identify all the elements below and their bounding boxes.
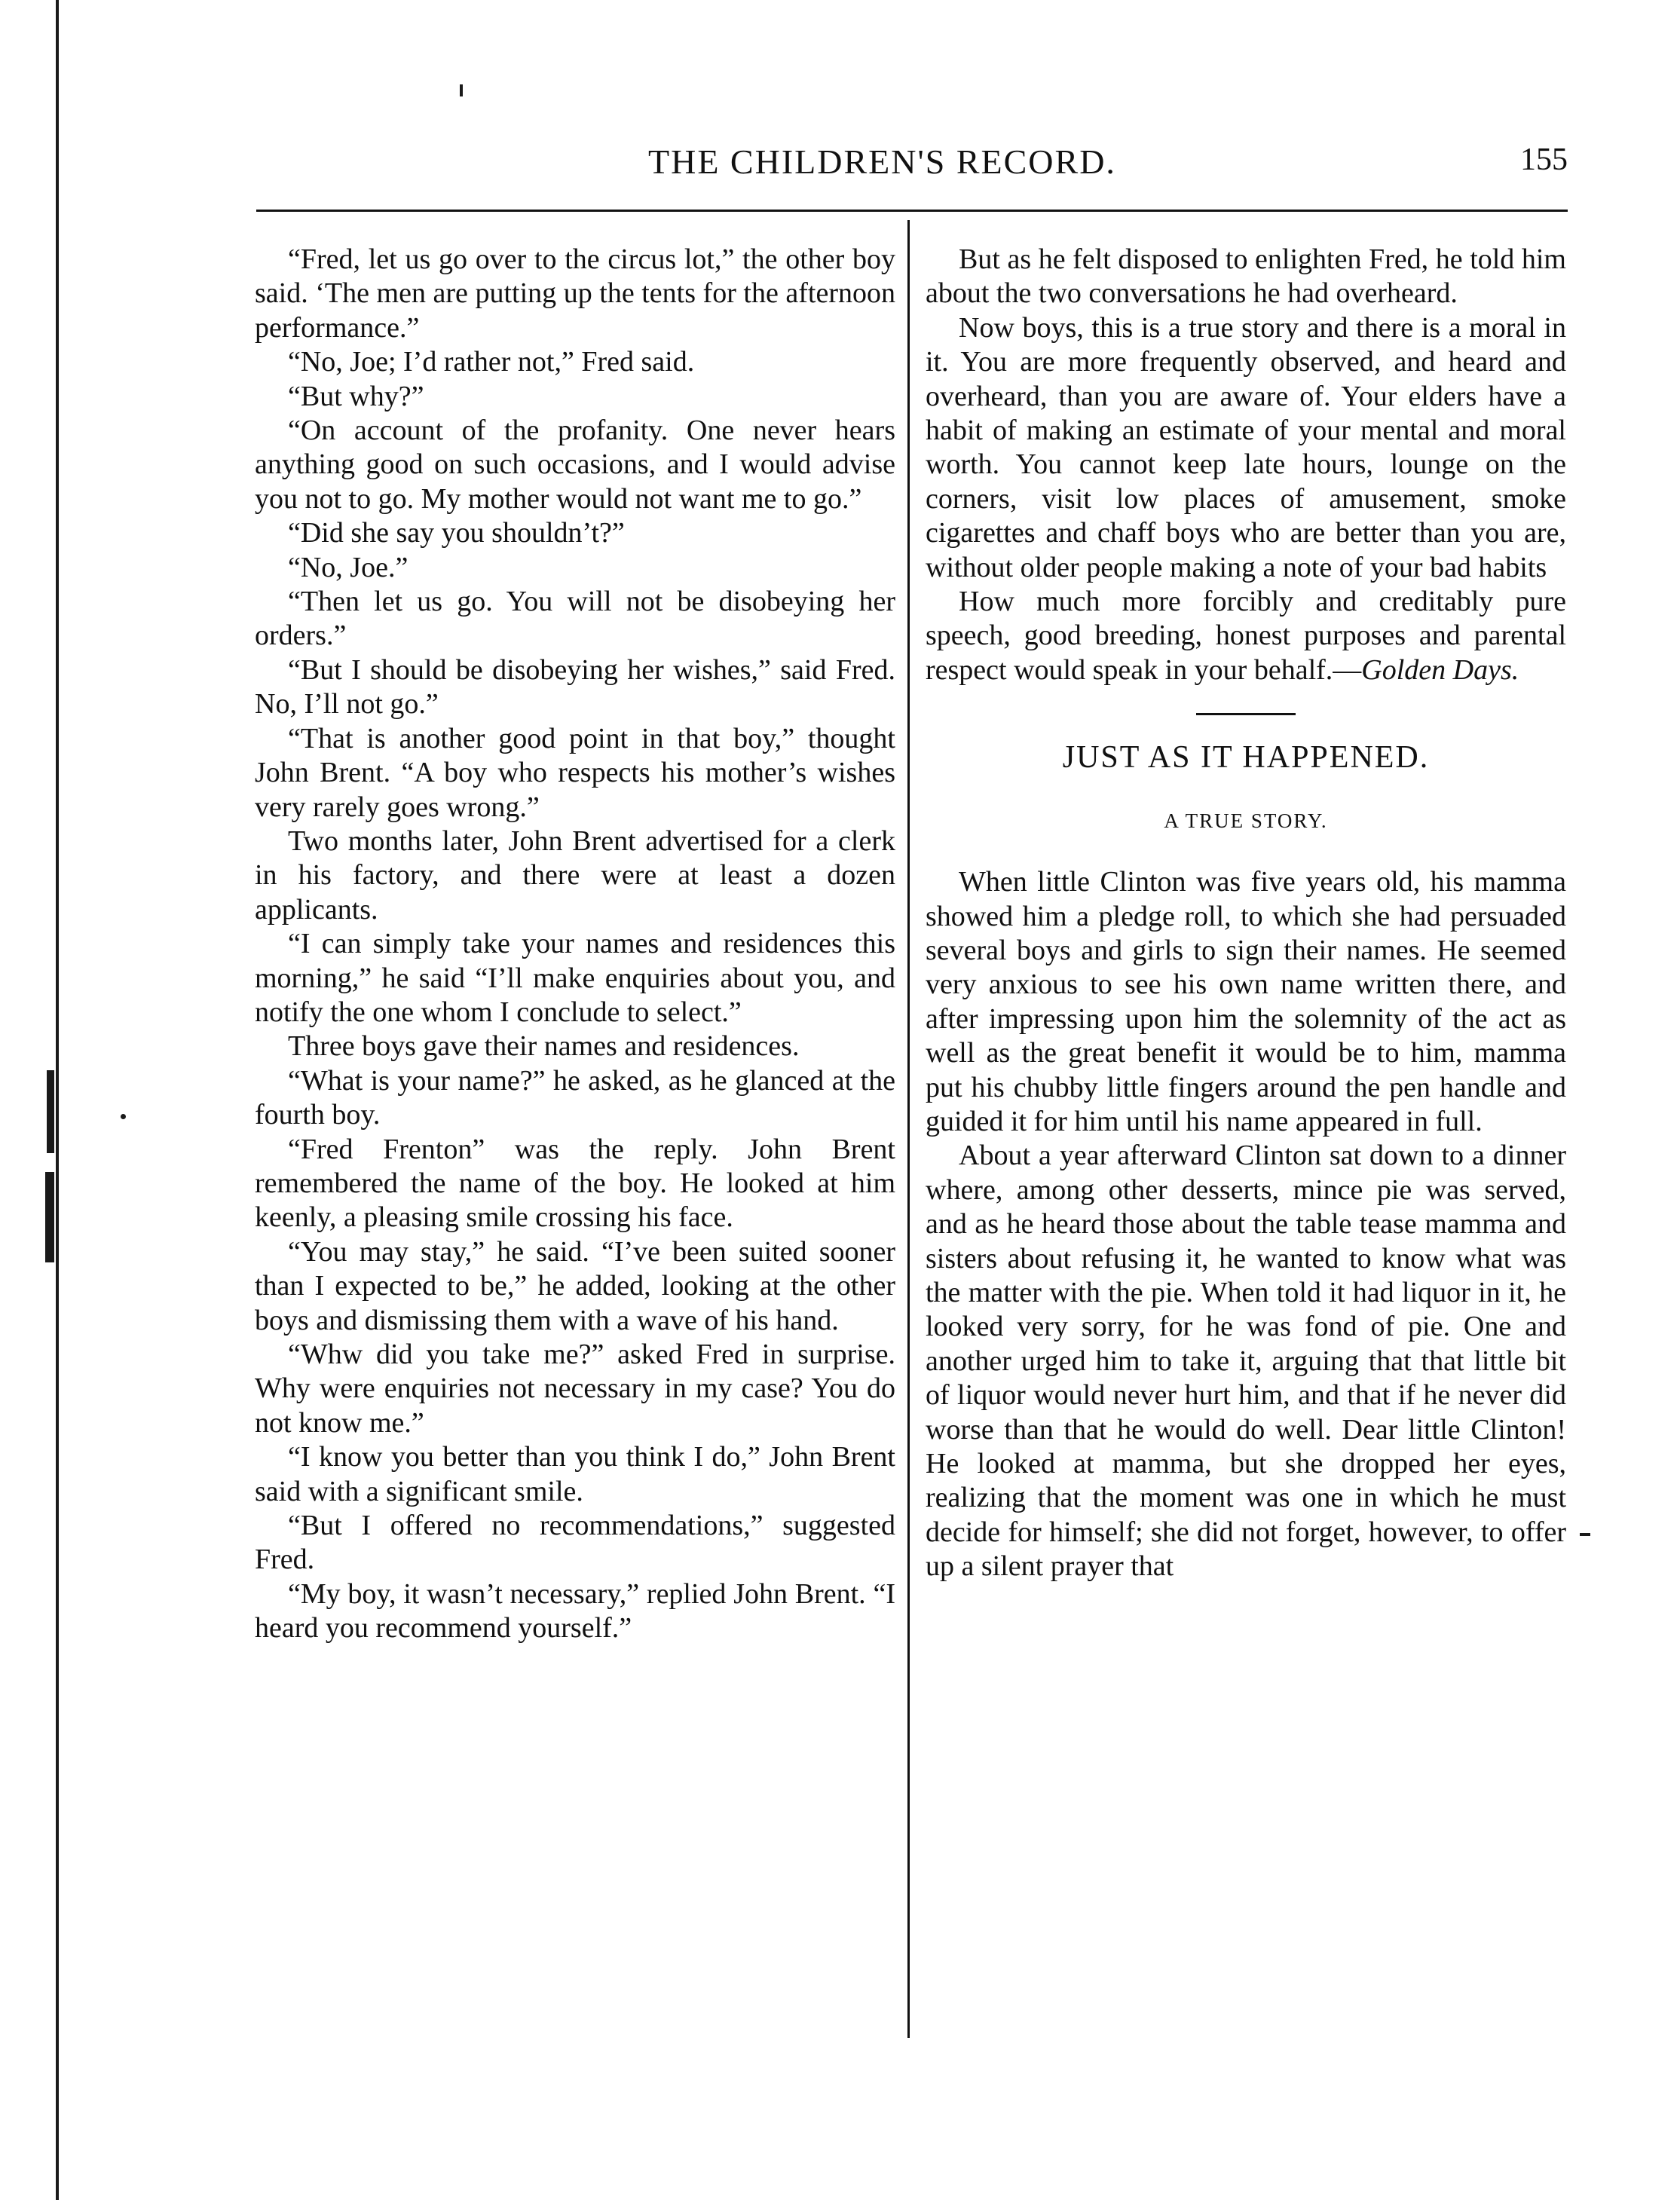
binding-mark: [460, 84, 463, 96]
article-subtitle: A TRUE STORY.: [1164, 809, 1328, 832]
paragraph: “No, Joe; I’d rather not,” Fred said.: [288, 346, 695, 378]
paragraph-text: How much more forcibly and creditably pure speech, good breeding, honest purposes and parental respect would speak in your behalf.—: [926, 586, 1566, 686]
paragraph: [926, 585, 1566, 687]
paragraph: Now boys, this is a true story and there is a moral in it. You are more frequently observed, and heard and overheard, than you are aware of. Your elders have a habit of making an estimate of your mental and moral worth. You cannot keep late hours, lounge on the corners, visit low places of amusement, smoke cigarettes and chaff boys who are better than you are, without older people making a note of your bad habits: [926, 311, 1566, 583]
binding-mark: [45, 1172, 54, 1262]
left-column: [255, 243, 895, 1646]
running-title: THE CHILDREN'S RECORD.: [648, 142, 1116, 181]
paragraph: “But I should be disobeying her wishes,” said Fred. No, I’ll not go.”: [255, 653, 895, 721]
binding-mark: [47, 1070, 54, 1153]
section-divider: [1196, 713, 1296, 715]
article-title: JUST AS IT HAPPENED.: [1062, 740, 1430, 776]
paragraph: When little Clinton was five years old, his mamma showed him a pledge roll, to which she had persuaded several boys and girls to sign their names. He seemed very anxious to see his own name written there, and after impressing upon him the solemnity of the act as well as the great benefit it would be to him, mamma put his chubby little fingers around the pen handle and guided it for him until his name appeared in full.: [926, 866, 1566, 1137]
paragraph: “On account of the profanity. One never hears anything good on such occasions, and I would advise you not to go. My mother would not want me to go.”: [255, 415, 895, 515]
paragraph: Two months later, John Brent advertised for a clerk in his factory, and there were at least a dozen applicants.: [255, 825, 895, 926]
paragraph: Three boys gave their names and residences.: [288, 1030, 800, 1063]
paragraph: But as he felt disposed to enlighten Fred, he told him about the two conversations he had overheard.: [926, 243, 1566, 310]
paragraph: “Fred, let us go over to the circus lot,” the other boy said. ‘The men are putting up the tents for the afternoon performance.”: [255, 243, 895, 344]
column-rule: [907, 220, 910, 2038]
paragraph: “Whw did you take me?” asked Fred in surprise. Why were enquiries not necessary in my case? You do not know me.”: [255, 1339, 895, 1439]
right-column: [926, 243, 1566, 1584]
paragraph: “I can simply take your names and residences this morning,” he said “I’ll make enquiries about you, and notify the one whom I conclude to select.”: [255, 928, 895, 1028]
paragraph: “But I offered no recommendations,” suggested Fred.: [255, 1510, 895, 1576]
paragraph: “My boy, it wasn’t necessary,” replied John Brent. “I heard you recommend yourself.”: [255, 1577, 895, 1645]
page-number: 155: [1520, 142, 1568, 177]
paragraph: “Fred Frenton” was the reply. John Brent remembered the name of the boy. He looked at him keenly, a pleasing smile crossing his face.: [255, 1133, 895, 1234]
page-header: [256, 142, 1568, 187]
paragraph: “But why?”: [288, 380, 424, 412]
paragraph: About a year afterward Clinton sat down to a dinner where, among other desserts, mince pie was served, and as he heard those about the table tease mamma and sisters about refusing it, he wanted to know what was the matter with the pie. When told it had liquor in it, he looked very sorry, for he was fond of pie. One and another urged him to take it, arguing that that little bit of liquor would never hurt him, and that if he never did worse than that he would do well. Dear little Clinton! He looked at mamma, but she dropped her eyes, realizing that the moment was one in which he must decide for himself; she did not forget, however, to offer up a silent prayer that: [926, 1140, 1566, 1583]
page-binding-edge: [56, 0, 59, 2200]
source-citation: Golden Days.: [1361, 653, 1519, 686]
binding-mark: [1580, 1533, 1590, 1536]
paragraph: “What is your name?” he asked, as he glanced at the fourth boy.: [255, 1064, 895, 1131]
binding-mark: [121, 1114, 126, 1119]
header-rule: [256, 210, 1568, 212]
paragraph: “You may stay,” he said. “I’ve been suited sooner than I expected to be,” he added, looking at the other boys and dismissing them with a wave of his hand.: [255, 1235, 895, 1336]
paragraph: “No, Joe.”: [288, 551, 409, 583]
paragraph: “Did she say you shouldn’t?”: [288, 517, 625, 549]
paragraph: “Then let us go. You will not be disobeying her orders.”: [255, 586, 895, 652]
paragraph: “I know you better than you think I do,” John Brent said with a significant smile.: [255, 1441, 895, 1507]
paragraph: “That is another good point in that boy,” thought John Brent. “A boy who respects his mother’s wishes very rarely goes wrong.”: [255, 722, 895, 823]
